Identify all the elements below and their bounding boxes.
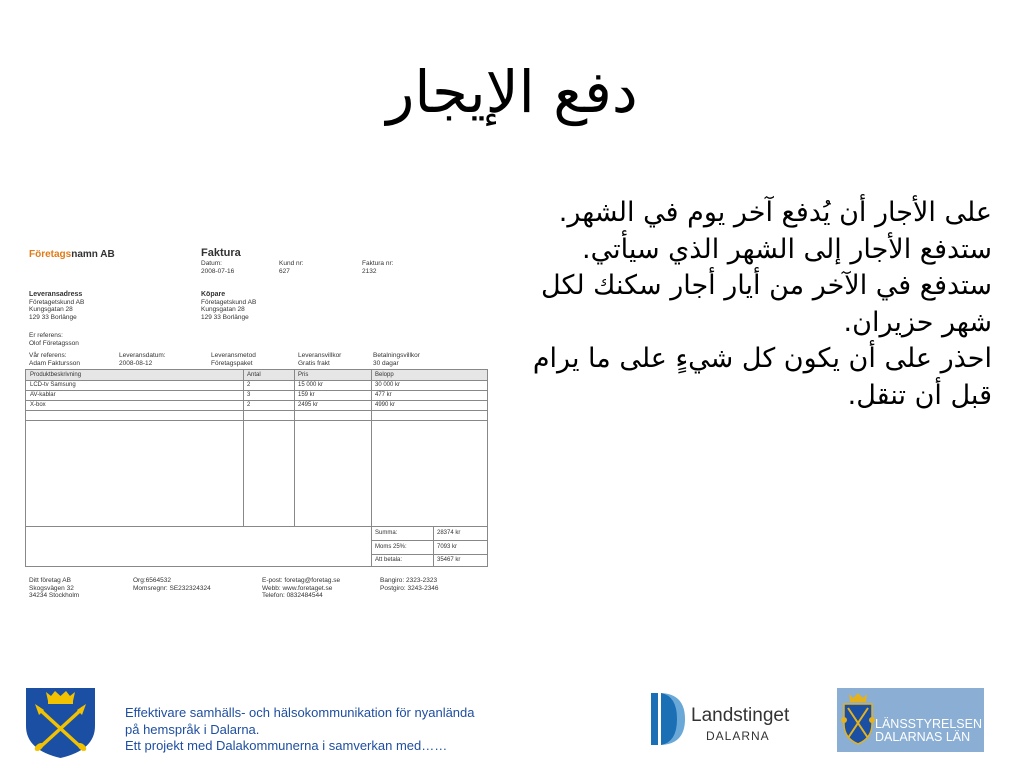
footer-project-text <box>125 705 475 755</box>
table-cell: X-box <box>30 402 46 408</box>
slide-body-text <box>486 195 992 414</box>
landstinget-region: DALARNA <box>706 729 770 743</box>
invoice-delivery-terms: Leveransvillkor Gratis frakt <box>298 352 342 367</box>
body-paragraph-4: احذر على أن يكون كل شيءٍ على ما يرام قبل أن تنقل. <box>532 343 992 411</box>
footer-line-1: Effektivare samhälls- och hälsokommunikation för nyanlända <box>125 705 475 720</box>
table-cell: 3 <box>247 392 251 398</box>
invoice-our-reference: Vår referens: Adam Faktursson <box>29 352 80 367</box>
footer-line-2: på hemspråk i Dalarna. <box>125 721 260 737</box>
body-paragraph-1: على الأجار أن يُدفع آخر يوم في الشهر. <box>558 197 992 228</box>
lansstyrelsen-crest-icon <box>839 690 877 750</box>
lansstyrelsen-logo <box>837 688 984 752</box>
table-cell: 4990 kr <box>375 402 396 408</box>
invoice-company-name: Företagsnamn AB <box>29 249 115 260</box>
invoice-footer-org: Org:6564532 Momsregnr: SE232324324 <box>133 577 211 592</box>
table-cell: 15 000 kr <box>298 382 324 388</box>
invoice-items-table <box>25 369 488 567</box>
slide-title: دفع الإيجار <box>386 58 638 126</box>
table-cell: 2 <box>247 402 251 408</box>
invoice-amount-due-value: 35467 kr <box>437 557 461 563</box>
invoice-footer-giro: Bangiro: 2323-2323 Postgiro: 3243-2346 <box>380 577 439 592</box>
invoice-title: Faktura <box>201 247 241 259</box>
invoice-footer-company: Ditt företag AB Skogsvägen 32 34234 Stockholm <box>29 577 80 599</box>
invoice-payment-terms: Betalningsvillkor 30 dagar <box>373 352 420 367</box>
invoice-vat-value: 7093 kr <box>437 544 458 550</box>
column-header: Antal <box>247 372 261 378</box>
table-cell: AV-kablar <box>30 392 56 398</box>
invoice-delivery-address: Leveransadress Företagetskund AB Kungsgatan 28 129 33 Borlänge <box>29 291 85 321</box>
invoice-image <box>25 241 488 605</box>
invoice-delivery-method: Leveransmetod Företagspaket <box>211 352 256 367</box>
invoice-buyer: Köpare Företagetskund AB Kungsgatan 28 129 33 Borlänge <box>201 291 257 321</box>
column-header: Belopp <box>375 372 394 378</box>
invoice-vat-label: Moms 25%: <box>375 544 407 550</box>
body-paragraph-2: ستدفع الأجار إلى الشهر الذي سيأتي. <box>581 233 992 265</box>
table-cell: 2495 kr <box>298 402 319 408</box>
landstinget-name: Landstinget <box>691 705 790 726</box>
table-cell: 2 <box>247 382 251 388</box>
landstinget-mark-icon <box>649 690 689 748</box>
invoice-total-value: 28374 kr <box>437 530 461 536</box>
invoice-footer-contact: E-post: foretag@foretag.se Webb: www.foretaget.se Telefon: 0832484544 <box>262 577 341 599</box>
invoice-customer-number: Kund nr: 627 <box>279 260 304 275</box>
column-header: Pris <box>298 372 309 378</box>
footer-line-3: Ett projekt med Dalakommunerna i samverkan med…… <box>125 738 448 753</box>
invoice-number: Faktura nr: 2132 <box>362 260 394 275</box>
invoice-delivery-date: Leveransdatum: 2008-08-12 <box>119 352 166 367</box>
invoice-date: Datum: 2008-07-16 <box>201 260 235 275</box>
column-header: Produktbeskrivning <box>30 372 82 378</box>
table-cell: LCD-tv Samsung <box>30 382 76 388</box>
invoice-total-label: Summa: <box>375 530 398 536</box>
dalarna-coat-of-arms-logo <box>24 686 97 760</box>
landstinget-dalarna-logo <box>649 690 804 750</box>
table-cell: 159 kr <box>298 392 315 398</box>
invoice-amount-due-label: Att betala: <box>375 557 403 563</box>
table-cell: 30 000 kr <box>375 382 401 388</box>
lansstyrelsen-name: LÄNSSTYRELSEN DALARNAS LÄN <box>875 717 982 744</box>
invoice-reference: Er referens: Olof Företagsson <box>29 332 79 347</box>
body-paragraph-3: ستدفع في الآخر من أيار أجار سكنك لكل شهر حزيران. <box>541 270 992 338</box>
table-cell: 477 kr <box>375 392 392 398</box>
